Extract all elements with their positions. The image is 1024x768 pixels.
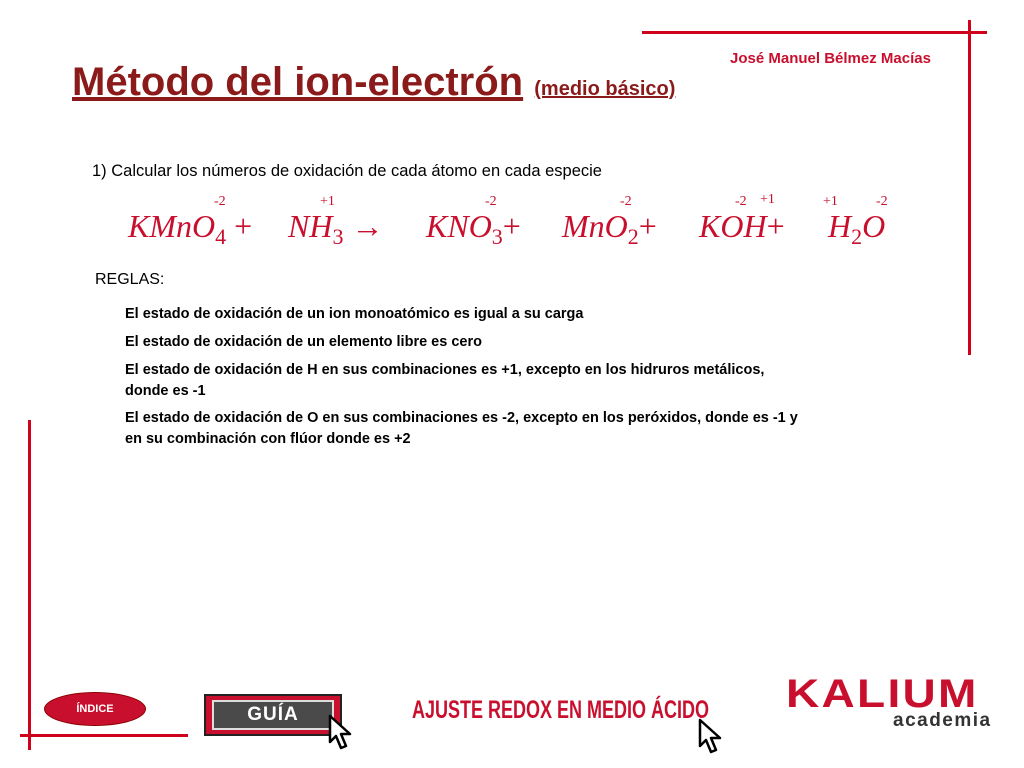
ox-nh3-h: +1 [320, 194, 335, 209]
rule-item: El estado de oxidación de un elemento libre es cero [125, 334, 482, 350]
ajuste-redox-acido-link[interactable]: AJUSTE REDOX EN MEDIO ÁCIDO [412, 696, 710, 724]
title-sub: (medio básico) [534, 78, 676, 100]
left-frame-line [28, 420, 31, 750]
title-main: Método del ion-electrón [72, 60, 524, 104]
species-h2o: $H_2O$ [828, 208, 886, 249]
hand-cursor-icon [322, 712, 362, 752]
top-frame-line [642, 31, 987, 34]
species-kmno4: KMnO$_4$ + [128, 208, 253, 249]
ox-koh-h: +1 [760, 192, 775, 207]
reaction-arrow: → [351, 208, 384, 244]
rules-label: REGLAS: [95, 271, 165, 288]
ox-kmno4-o: -2 [214, 194, 226, 209]
step-instruction: 1) Calcular los números de oxidación de cada átomo en cada especie [92, 162, 602, 180]
ox-kno3-o: -2 [485, 194, 497, 209]
guia-label: GUÍA [212, 700, 334, 730]
rule-item: El estado de oxidación de un ion monoatómico es igual a su carga [125, 306, 584, 322]
ox-mno2-o: -2 [620, 194, 632, 209]
indice-button[interactable]: ÍNDICE [44, 692, 146, 726]
kalium-logo: KALIUM [786, 672, 979, 716]
species-kno3: $KNO_3+$ [426, 208, 521, 249]
academia-logo-text: academia [893, 710, 992, 731]
rule-item: El estado de oxidación de H en sus combinaciones es +1, excepto en los hidruros metálicos, donde es -1 [125, 362, 765, 399]
species-nh3: $NH_3$ → [288, 208, 384, 249]
ox-koh-o: -2 [735, 194, 747, 209]
bottom-frame-line [20, 734, 188, 737]
ox-h2o-o: -2 [876, 194, 888, 209]
page-title [72, 60, 675, 105]
rule-item: El estado de oxidación de O en sus combinaciones es -2, excepto en los peróxidos, donde es -1 y en su combinación con flúor donde es +2 [125, 410, 798, 447]
species-koh: KOH+ [699, 208, 785, 244]
author-name: José Manuel Bélmez Macías [730, 50, 931, 67]
ox-h2o-h: +1 [823, 194, 838, 209]
species-mno2: MnO$_2$+ [562, 208, 657, 249]
right-frame-line [968, 20, 971, 355]
hand-cursor-icon [692, 716, 732, 756]
